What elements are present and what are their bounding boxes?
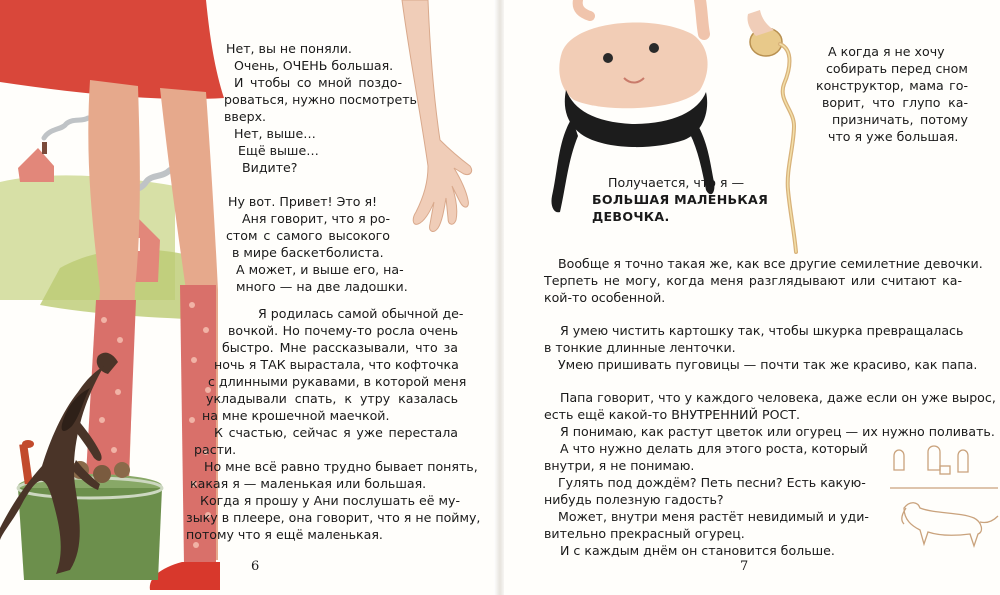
right-page: [504, 0, 1000, 595]
text-line: призничать, потому: [832, 112, 968, 127]
highlight-line: БОЛЬШАЯ МАЛЕНЬКАЯ: [592, 192, 769, 207]
text-line: в тонкие длинные ленточки.: [544, 340, 736, 355]
text-line: А может, и выше его, на-: [236, 262, 404, 277]
text-line: ночь я ТАК вырастала, что кофточка: [214, 357, 459, 372]
text-line: Вообще я точно такая же, как все другие семилетние девочки.: [558, 256, 983, 271]
text-line: Аня говорит, что я ро-: [242, 211, 390, 226]
text-line: ворит, что глупо ка-: [822, 95, 968, 110]
text-line: Умею пришивать пуговицы — почти так же красиво, как папа.: [558, 357, 978, 372]
text-line: Видите?: [242, 160, 298, 175]
sketch-houses-dog: [890, 446, 998, 546]
text-line: укладывали спать, к утру казалась: [206, 391, 458, 406]
text-line: роваться, нужно посмотреть: [224, 92, 417, 107]
text-line: Нет, вы не поняли.: [226, 41, 352, 56]
girl-head: [559, 22, 707, 108]
text-line: Ещё выше…: [238, 143, 319, 158]
text-line: кой-то особенной.: [544, 290, 666, 305]
text-line: нибудь полезную гадость?: [544, 492, 724, 507]
text-line: вочкой. Но почему-то росла очень: [228, 323, 458, 338]
text-line: Папа говорит, что у каждого человека, даже если он уже вырос,: [560, 390, 996, 405]
text-line: что я уже большая.: [828, 129, 959, 144]
text-line: Я умею чистить картошку так, чтобы шкурка превращалась: [560, 323, 964, 338]
highlight-line: ДЕВОЧКА.: [592, 209, 670, 224]
text-line: И чтобы со мной поздо-: [234, 75, 402, 90]
text-line: Я родилась самой обычной де-: [258, 306, 464, 321]
text-line: Гулять под дождём? Петь песни? Есть какую-: [558, 475, 866, 490]
braid-left: [551, 118, 578, 212]
text-line: стом с самого высокого: [226, 228, 390, 243]
text-line: Когда я прошу у Ани послушать её му-: [200, 493, 461, 508]
page-number: 6: [251, 559, 260, 574]
text-line: расти.: [194, 442, 237, 457]
text-line: много — на две ладошки.: [236, 279, 408, 294]
text-line: конструктор, мама го-: [816, 78, 968, 93]
text-line: Может, внутри меня растёт невидимый и уди-: [558, 509, 869, 524]
text-line: К счастью, сейчас я уже перестала: [214, 425, 458, 440]
text-line: зыку в плеере, она говорит, что я не пойму,: [186, 510, 481, 525]
text-line: вительно прекрасный огурец.: [544, 526, 745, 541]
text-line: Нет, выше…: [234, 126, 316, 141]
text-line: в мире баскетболиста.: [232, 245, 384, 260]
text-line: Очень, ОЧЕНЬ большая.: [234, 58, 394, 73]
text-line: Я понимаю, как растут цветок или огурец — их нужно поливать.: [560, 424, 995, 439]
text-line: внутри, я не понимаю.: [544, 458, 695, 473]
page-number: 7: [740, 559, 749, 574]
left-page: [0, 0, 496, 595]
text-line: А когда я не хочу: [828, 44, 945, 59]
text-line: есть ещё какой-то ВНУТРЕННИЙ РОСТ.: [544, 407, 801, 422]
text-line: какая я — маленькая или большая.: [190, 476, 427, 491]
house-small: [18, 118, 88, 182]
text-line: быстро. Мне рассказывали, что за: [222, 340, 458, 355]
text-line: Ну вот. Привет! Это я!: [228, 194, 378, 209]
text-line: потому что я ещё маленькая.: [186, 527, 383, 542]
potato-peel: [747, 10, 796, 252]
text-line: на мне крошечной маечкой.: [202, 408, 390, 423]
text-line: с длинными рукавами, в которой меня: [208, 374, 467, 389]
text-line: вверх.: [224, 109, 267, 124]
text-line: Но мне всё равно трудно бывает понять,: [204, 459, 478, 474]
text-line: А что нужно делать для этого роста, который: [560, 441, 868, 456]
shoe-right: [150, 562, 220, 590]
text-line: Получается, что я —: [608, 175, 745, 190]
hand-arm: [402, 0, 472, 231]
text-line: Терпеть не могу, когда меня разглядывают или считают ка-: [544, 273, 962, 288]
text-line: собирать перед сном: [826, 61, 968, 76]
text-line: И с каждым днём он становится больше.: [560, 543, 835, 558]
